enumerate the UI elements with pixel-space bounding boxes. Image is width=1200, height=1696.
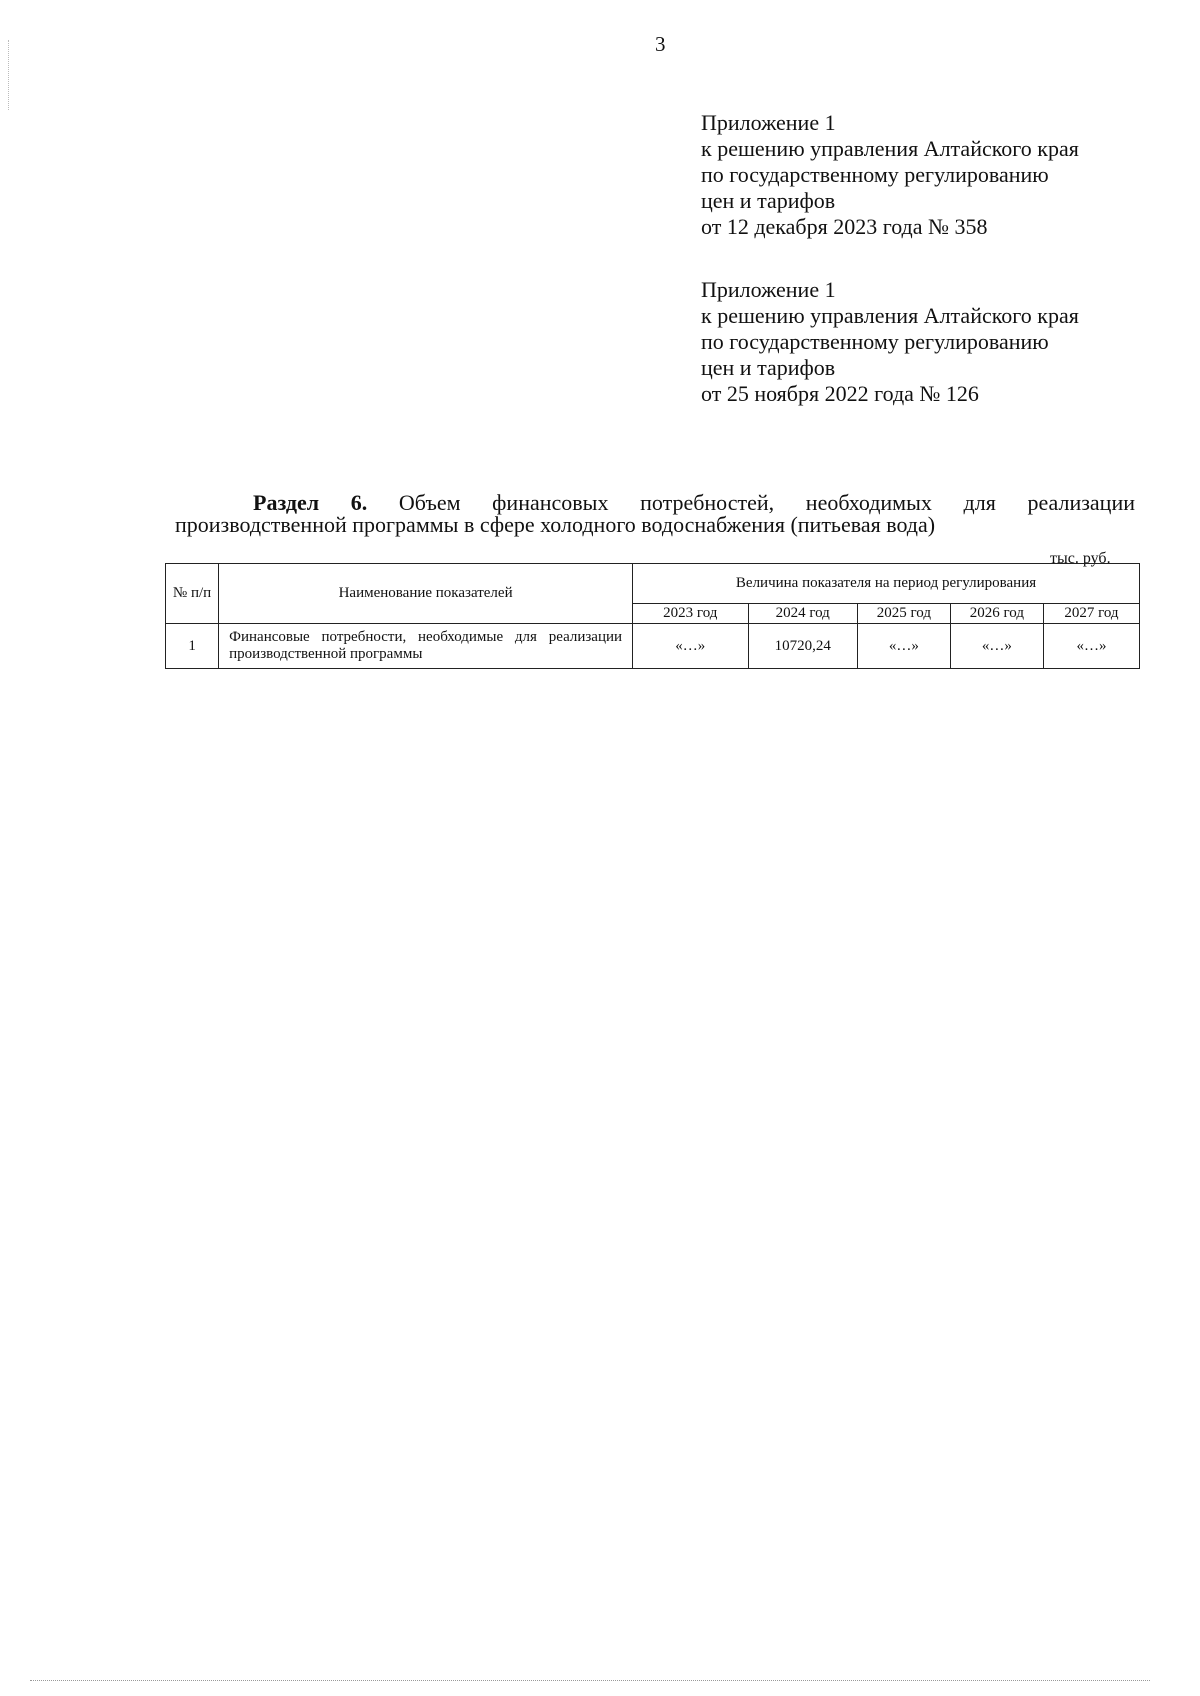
header-num: № п/п bbox=[166, 564, 219, 624]
header-year: 2025 год bbox=[857, 604, 950, 624]
appendix-line: к решению управления Алтайского края bbox=[701, 136, 1079, 161]
row-value: «…» bbox=[857, 624, 950, 669]
appendix-line: по государственному регулированию bbox=[701, 162, 1049, 187]
section-title bbox=[175, 492, 1135, 536]
appendix-line: цен и тарифов bbox=[701, 355, 836, 380]
appendix-header-original bbox=[701, 277, 1079, 407]
section-title-line2: производственной программы в сфере холодного водоснабжения (питьевая вода) bbox=[175, 512, 936, 537]
appendix-line: от 25 ноября 2022 года № 126 bbox=[701, 381, 979, 406]
appendix-header-current bbox=[701, 110, 1079, 240]
table-row bbox=[166, 624, 1140, 669]
financial-needs-table bbox=[165, 563, 1140, 669]
appendix-line: к решению управления Алтайского края bbox=[701, 303, 1079, 328]
row-value: «…» bbox=[1043, 624, 1139, 669]
row-value: «…» bbox=[633, 624, 748, 669]
header-year: 2026 год bbox=[950, 604, 1043, 624]
section-label: Раздел 6. bbox=[253, 490, 368, 515]
row-name: Финансовые потребности, необходимые для реализации производственной программы bbox=[219, 624, 633, 669]
scan-edge-mark bbox=[8, 40, 10, 110]
row-value: 10720,24 bbox=[748, 624, 857, 669]
header-year: 2024 год bbox=[748, 604, 857, 624]
header-name: Наименование показателей bbox=[219, 564, 633, 624]
unit-label: тыс. руб. bbox=[1050, 550, 1111, 567]
section-title-line1: Объем финансовых потребностей, необходимых для реализации bbox=[398, 490, 1135, 515]
row-value: «…» bbox=[950, 624, 1043, 669]
header-year: 2027 год bbox=[1043, 604, 1139, 624]
header-period: Величина показателя на период регулирования bbox=[633, 564, 1140, 604]
appendix-line: цен и тарифов bbox=[701, 188, 836, 213]
appendix-line: по государственному регулированию bbox=[701, 329, 1049, 354]
scan-edge-mark bbox=[30, 1680, 1150, 1682]
appendix-line: Приложение 1 bbox=[701, 277, 836, 302]
appendix-line: от 12 декабря 2023 года № 358 bbox=[701, 214, 988, 239]
header-year: 2023 год bbox=[633, 604, 748, 624]
row-num: 1 bbox=[166, 624, 219, 669]
appendix-line: Приложение 1 bbox=[701, 110, 836, 135]
page-number: 3 bbox=[655, 32, 666, 56]
